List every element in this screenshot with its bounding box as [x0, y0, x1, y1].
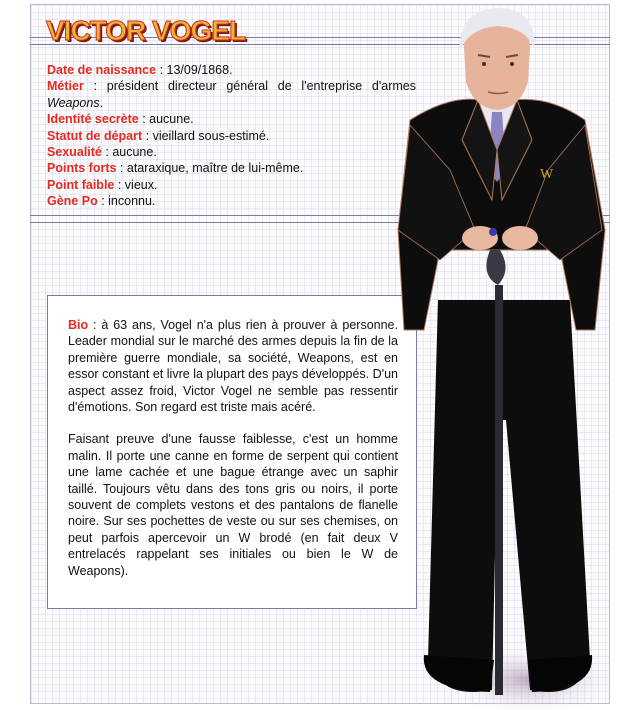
info-panel	[47, 62, 416, 210]
field-birthdate: Date de naissance : 13/09/1868.	[47, 63, 233, 77]
sapphire-ring-icon	[489, 228, 497, 236]
field-job: Métier : président directeur général de l'entreprise d'armes Weapons.	[47, 79, 416, 110]
bio-paragraph-2: Faisant preuve d'une fausse faiblesse, c'est un homme malin. Il porte une canne en forme de serpent qui contient une lame cachée et une bague étrange avec un saphir taillé. Toujours vêtu dans des tons gris ou noirs, il porte souvent de complets vestons et des pantalons de flanelle noire. Sur ses pochettes de veste ou sur ses chemises, on peut parfois apercevoir un W brodé (en fait deux V entrelacés rappelant ses initiales ou bien le W de Weapons).	[68, 432, 398, 578]
field-sexuality: Sexualité : aucune.	[47, 145, 157, 160]
field-secret-identity: Identité secrète : aucune.	[47, 112, 194, 127]
character-illustration	[380, 0, 620, 710]
w-monogram-icon: W	[540, 167, 554, 182]
field-strengths: Points forts : ataraxique, maître de lui-même.	[47, 161, 304, 176]
field-starting-status: Statut de départ : vieillard sous-estimé.	[47, 128, 270, 143]
bio-text	[68, 317, 398, 579]
trousers	[428, 300, 590, 692]
character-name-title: VICTOR VOGEL	[46, 15, 246, 46]
left-shoe	[424, 655, 494, 692]
field-weakness: Point faible : vieux.	[47, 177, 158, 192]
bio-paragraph-1: Bio : à 63 ans, Vogel n'a plus rien à prouver à personne. Leader mondial sur le marché des armes depuis la fin de la première guerre mondiale, sa société, Weapons, est en essor constant et livre la plupart des pays développés. D'un aspect assez froid, Victor Vogel ne semble pas ressentir d'émotions. Son regard est triste mais acéré.	[68, 318, 398, 415]
right-hand	[502, 226, 538, 250]
field-gene-po: Gène Po : inconnu.	[47, 194, 156, 209]
cane-shaft	[495, 285, 503, 695]
serpent-cane-head-icon	[486, 250, 505, 285]
